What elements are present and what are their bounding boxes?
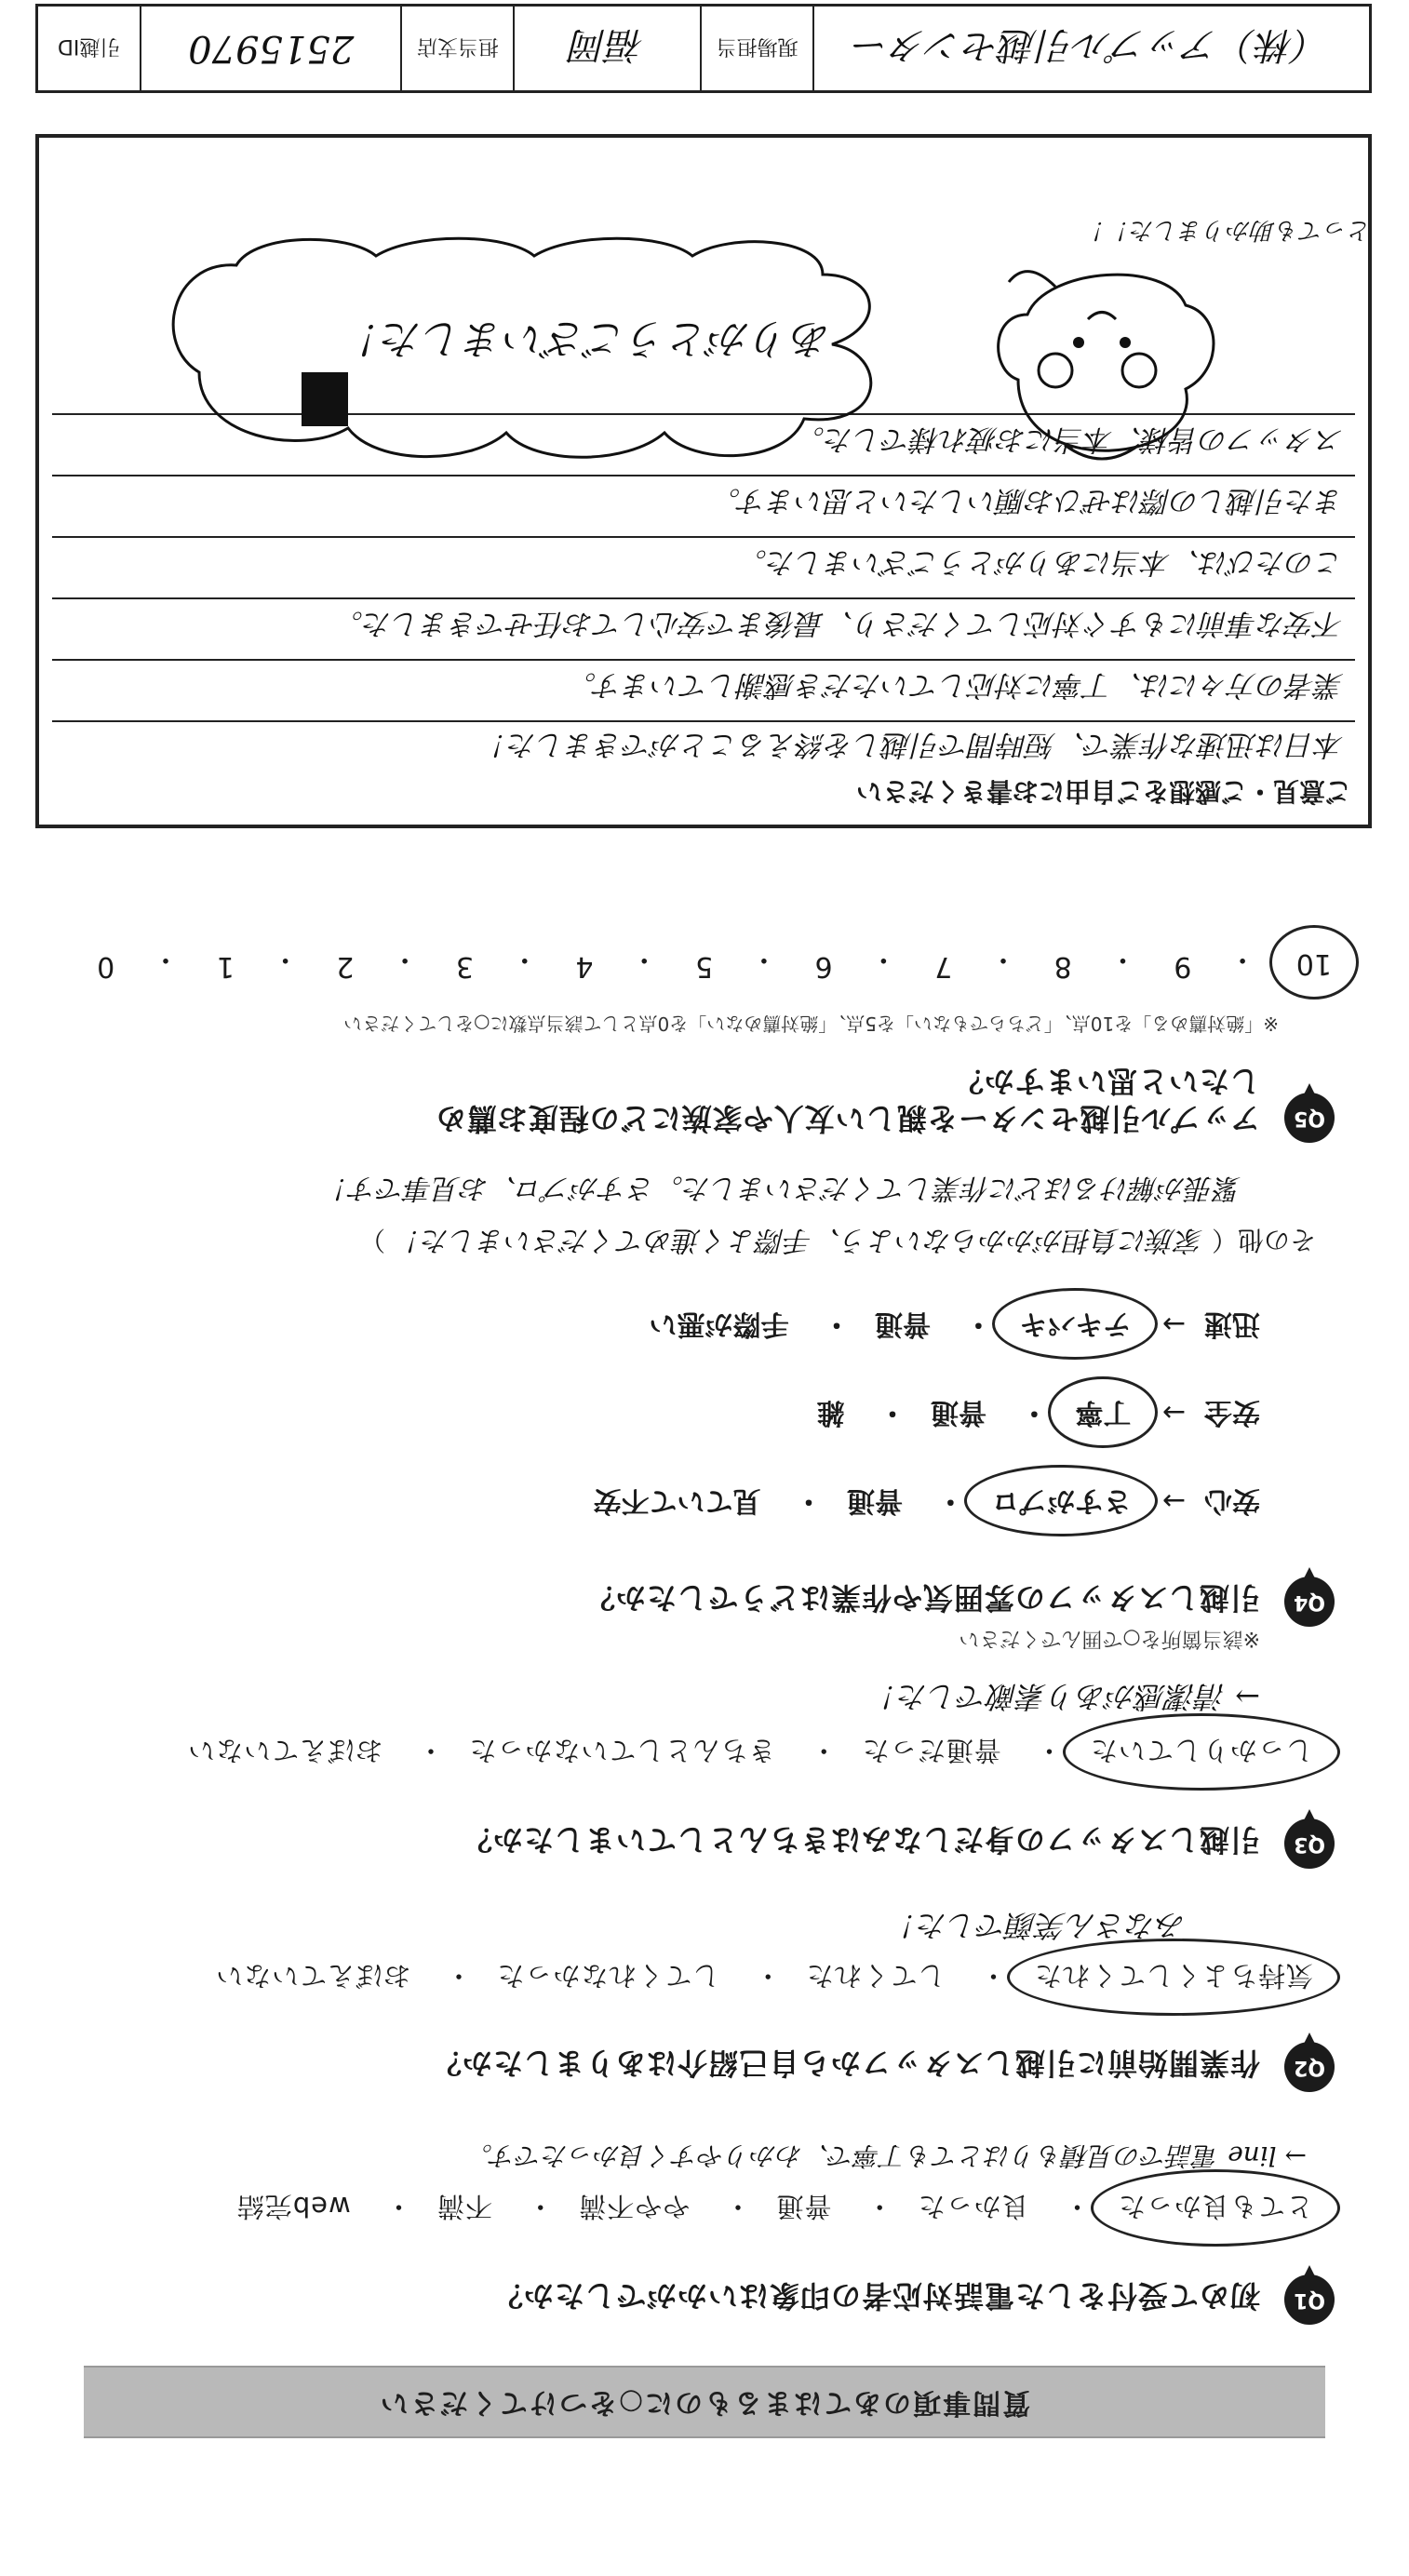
comment-line-2: 業者の方々には、丁寧に対応していただき感謝しています。 (567, 668, 1344, 702)
q4-option[interactable]: さすがプロ (964, 1465, 1158, 1536)
q4-option[interactable]: 丁寧 (1048, 1376, 1158, 1448)
q2-option-2[interactable]: してくれなかった (496, 1960, 720, 1992)
q4-text: 引越しスタッフの雰囲気や作業はどうでしたか？ (584, 1580, 1260, 1616)
comment-title: ご意見・ご感想をご自由にお書きください (855, 776, 1351, 807)
q2-option-0[interactable]: 気持ちよくしてくれた (1007, 1939, 1340, 2016)
q3-options: しっかりしていた・ 普通だった・ きちんとしていなかった・ おぼえていない (187, 1730, 1316, 1774)
q5-score-3[interactable]: 3 (455, 950, 474, 983)
comment-line-3: 不安な事前にもすぐ対応してくださり、最後まで安心してお任せできました。 (334, 607, 1344, 640)
q4-row-label: 安全 (1204, 1396, 1260, 1429)
q1-option-1[interactable]: 良かった (917, 2191, 1029, 2222)
q1-handwritten-comment: → line 電話での見積もりはとても丁寧で、わかりやすく良かったです。 (466, 2140, 1307, 2171)
branch-label: 担当支店 (402, 7, 515, 90)
footer-table (35, 4, 1372, 93)
q1-text: 初めて受付をした電話対応者の印象はいかがでしたか？ (491, 2278, 1260, 2314)
q3-text: 引越しスタッフの身だしなみはきちんとしていましたか？ (461, 1822, 1260, 1858)
q1-badge: Q1 (1284, 2274, 1335, 2325)
q4-option[interactable]: 雑 (816, 1396, 845, 1429)
instruction-banner (84, 2366, 1325, 2438)
comment-line-5: また引越しの際はぜひお願いしたいと思います。 (711, 484, 1344, 517)
q4-row-jinsoku: 迅速→ テキパキ・ 普通・ 手際が悪い (650, 1307, 1261, 1348)
q4-badge: Q4 (1284, 1576, 1335, 1627)
q4-other-close: ） (359, 1225, 386, 1255)
cartoon-face (981, 249, 1241, 501)
q5-score-6[interactable]: 6 (814, 950, 833, 983)
q5-score-4[interactable]: 4 (575, 950, 594, 983)
q1-option-3[interactable]: やや不満 (578, 2191, 691, 2222)
q1-option-5[interactable]: web完結 (235, 2191, 351, 2222)
face-caption: とっても助かりました！！ (1081, 216, 1372, 244)
q2-options: 気持ちよくしてくれた・ してくれた・ してくれなかった・ おぼえていない (215, 1955, 1316, 1999)
q2-text: 作業開始前に引越しスタッフから自己紹介はありましたか？ (430, 2046, 1260, 2081)
q4-other-handwritten-2: 緊張が解けるほどに作業してくださいました。さすがプロ、お見事です！ (321, 1172, 1241, 1204)
q5-score-9[interactable]: 9 (1174, 950, 1192, 983)
smiley-face-icon (981, 249, 1241, 501)
comment-rule (52, 720, 1355, 722)
id-value: 2515970 (141, 7, 402, 90)
banner-text: 質問事項のあてはまるものに○をつけてください (378, 2386, 1031, 2419)
thought-bubble (153, 233, 906, 465)
staff-label: 現場担当 (702, 7, 814, 90)
comment-rule (52, 659, 1355, 661)
q3-badge: Q3 (1284, 1818, 1335, 1869)
q2-option-3[interactable]: おぼえていない (215, 1960, 411, 1992)
comment-line-4: このたびは、本当にありがとうございました。 (738, 545, 1344, 579)
q5-note: ※「絶対薦める」を10点、「どちらでもない」を5点、「絶対薦めない」を0点として該当点数に○をしてください (343, 1013, 1279, 1035)
q5-score-10[interactable]: 10 (1269, 925, 1359, 1000)
q3-option-3[interactable]: おぼえていない (187, 1735, 383, 1766)
q5-badge: Q5 (1284, 1093, 1335, 1143)
q5-text: アップル引越センターを親しい友人や家族にどの程度お薦めしたいと思いますか？ (435, 1064, 1260, 1136)
q5-score-8[interactable]: 8 (1053, 950, 1072, 983)
comment-rule (52, 536, 1355, 538)
comment-rule (52, 597, 1355, 599)
q1-option-0[interactable]: とても良かった (1091, 2169, 1340, 2247)
q4-option[interactable]: 手際が悪い (649, 1308, 789, 1340)
q2-badge: Q2 (1284, 2042, 1335, 2092)
q4-row-label: 迅速 (1204, 1308, 1260, 1340)
q4-option[interactable]: 見ていて不安 (593, 1484, 761, 1517)
q5-score-0[interactable]: 0 (97, 950, 115, 983)
q3-option-1[interactable]: 普通だった (861, 1735, 1001, 1766)
q5-score-1[interactable]: 1 (216, 950, 235, 983)
q5-score-5[interactable]: 5 (695, 950, 714, 983)
q4-option[interactable]: 普通 (846, 1484, 903, 1517)
q4-option[interactable]: 普通 (874, 1308, 931, 1340)
q1-option-4[interactable]: 不満 (436, 2191, 492, 2222)
q5-score-7[interactable]: 7 (934, 950, 953, 983)
comment-line-1: 本日は迅速な作業で、短時間で引越しを終えることができました！ (478, 728, 1344, 761)
q1-options: とても良かった・ 良かった・ 普通・ やや不満・ 不満・ web完結 (236, 2186, 1316, 2230)
q2-option-1[interactable]: してくれた (805, 1960, 946, 1992)
q4-other (359, 1223, 1316, 1264)
q5-score-2[interactable]: 2 (336, 950, 355, 983)
arrow-icon: → (1161, 1396, 1186, 1429)
q4-other-label: その他（ (1211, 1225, 1316, 1255)
q1-option-2[interactable]: 普通 (775, 2191, 832, 2222)
q3-option-2[interactable]: きちんとしていなかった (468, 1735, 776, 1766)
q3-option-0[interactable]: しっかりしていた (1063, 1713, 1340, 1791)
q3-handwritten-comment: → 清潔感があり素敵でした！ (868, 1679, 1260, 1714)
q4-row-anzen: 安全→ 丁寧・ 普通・ 雑 (817, 1395, 1261, 1436)
q4-row-label: 安心 (1204, 1484, 1260, 1517)
staff-value: （株）アップル引越センター (852, 23, 1332, 67)
q5-scale: 10 ・ 9 ・ 8 ・ 7 ・ 6 ・ 5 ・ 4 ・ 3 ・ 2 ・ 1 ・ 0 (97, 942, 1335, 983)
q4-row-anshin: 安心→ さすがプロ・ 普通・ 見ていて不安 (594, 1483, 1261, 1524)
q2-handwritten-comment: みなさん笑顔でした！ (887, 1908, 1186, 1943)
q4-other-handwritten: 家族に負担がかからないよう、手際よく進めてくださいました！ (394, 1224, 1204, 1256)
q4-note: ※該当箇所を○で囲んでください (959, 1627, 1260, 1650)
comment-line-6: スタッフの皆様、本当にお疲れ様でした。 (796, 423, 1344, 456)
q4-option[interactable]: 普通 (930, 1396, 986, 1429)
arrow-icon: → (1161, 1308, 1186, 1340)
arrow-icon: → (1161, 1484, 1186, 1517)
branch-value: 福岡 (515, 7, 702, 90)
q4-option[interactable]: テキパキ (992, 1288, 1158, 1360)
bubble-text: ありがとうございました！ (341, 315, 832, 362)
id-label: 引越ID (38, 7, 141, 90)
